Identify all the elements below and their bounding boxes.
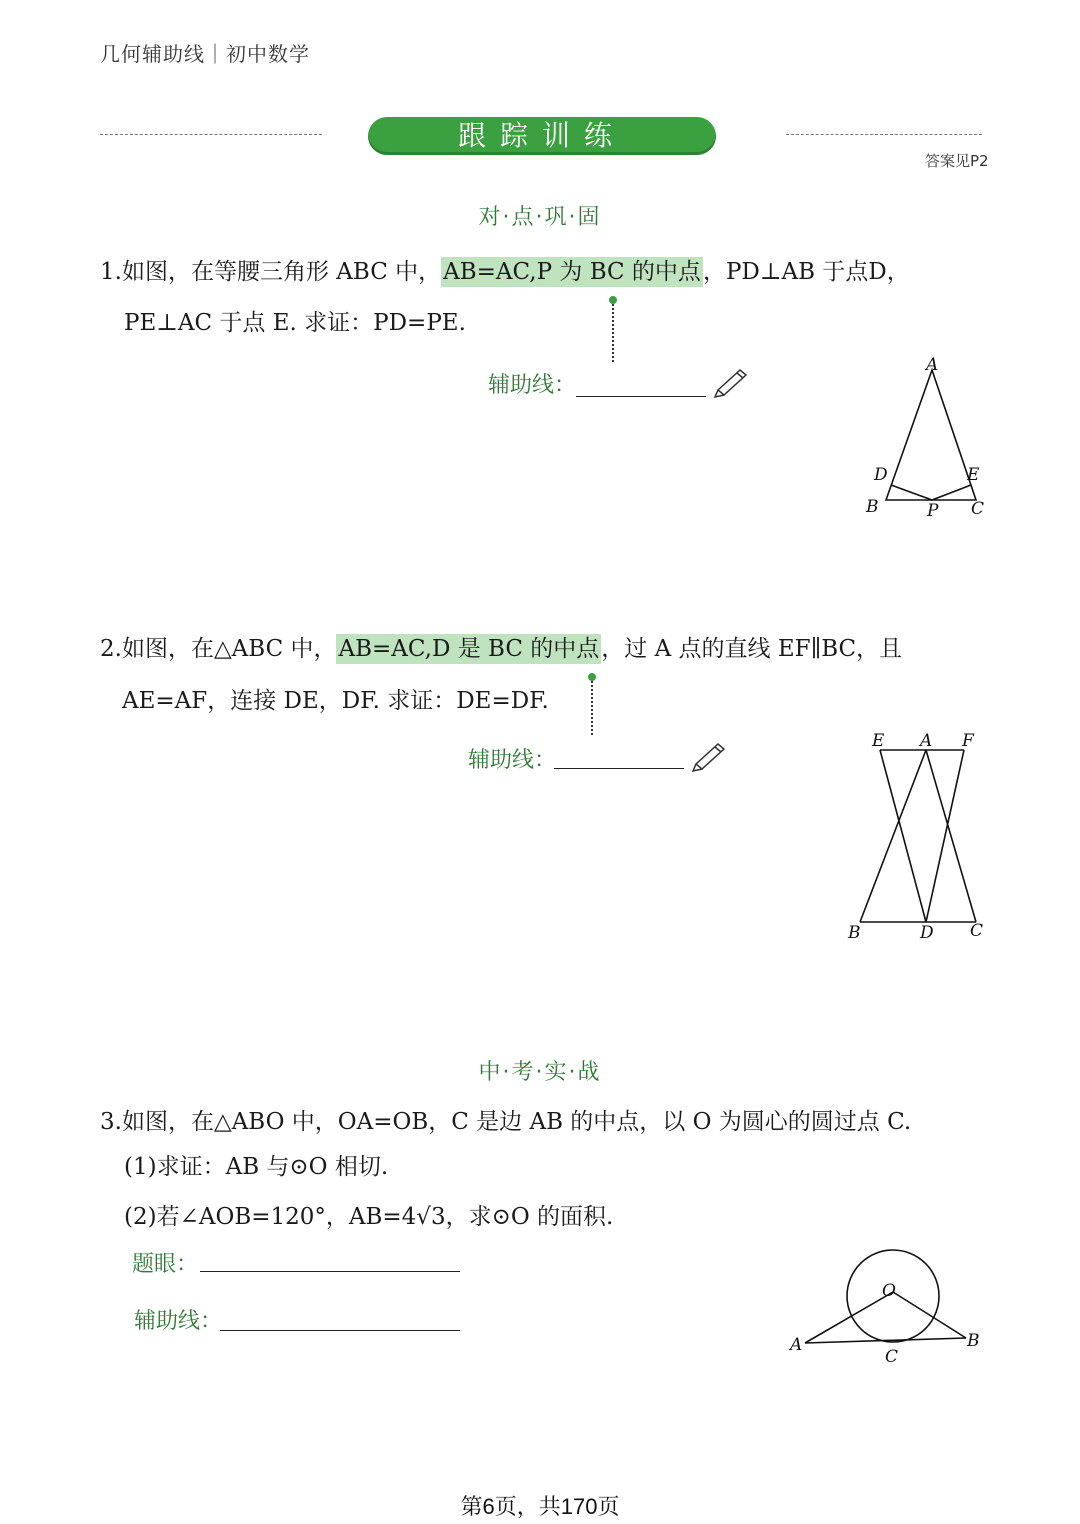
answer-reference: 答案见P2 — [925, 152, 989, 170]
pencil-icon — [710, 364, 752, 398]
problem-3-line-1: 3.如图，在△ABO 中，OA=OB，C 是边 AB 的中点，以 O 为圆心的圆过点 C. — [100, 1109, 912, 1135]
fig3-label-C: C — [885, 1347, 899, 1367]
problem-2-aux-blank[interactable] — [554, 768, 684, 769]
problem-1-line-2: PE⊥AC 于点 E. 求证：PD=PE. — [124, 310, 466, 336]
problem-3-aux-blank[interactable] — [220, 1330, 460, 1331]
problem-3-aux-label: 辅助线： — [134, 1309, 223, 1334]
problem-1-aux-blank[interactable] — [576, 396, 706, 397]
banner-title: 跟踪训练 — [368, 117, 716, 155]
fig2-label-C: C — [970, 921, 984, 941]
problem-1-line-1 — [100, 254, 910, 290]
problem-1-post: ，PD⊥AB 于点D， — [702, 259, 910, 285]
fig1-label-D: D — [874, 465, 888, 485]
problem-3-keyword-label: 题眼： — [132, 1252, 199, 1277]
problem-3-keyword-blank[interactable] — [200, 1271, 460, 1272]
fig3-label-A: A — [790, 1335, 803, 1355]
annotation-connector — [612, 304, 614, 362]
header-title: 几何辅助线｜初中数学 — [100, 42, 310, 66]
problem-2-aux-label: 辅助线： — [468, 748, 557, 773]
annotation-connector — [591, 681, 593, 735]
banner-left-rule — [100, 134, 322, 135]
fig2-label-A: A — [920, 731, 933, 751]
problem-3-part-2: (2)若∠AOB=120°，AB=4√3，求⊙O 的面积. — [124, 1204, 614, 1230]
problem-2-pre: 2.如图，在△ABC 中， — [100, 636, 337, 662]
problem-3-figure — [780, 1248, 990, 1368]
problem-3-part-1: (1)求证：AB 与⊙O 相切. — [124, 1154, 389, 1180]
annotation-dot — [609, 296, 617, 304]
problem-2-highlight: AB=AC,D 是 BC 的中点 — [338, 636, 600, 662]
fig2-label-E: E — [872, 731, 885, 751]
page-number: 第6页，共170页 — [460, 1494, 620, 1519]
problem-1-aux-label: 辅助线： — [488, 373, 577, 398]
fig2-label-B: B — [848, 923, 861, 943]
fig1-label-A: A — [926, 355, 939, 375]
fig1-label-P: P — [927, 501, 939, 521]
fig3-label-B: B — [967, 1331, 980, 1351]
fig1-label-B: B — [866, 497, 879, 517]
problem-1-highlight: AB=AC,P 为 BC 的中点 — [443, 259, 701, 285]
fig2-label-F: F — [962, 731, 974, 751]
section-title-practice: 对·点·巩·固 — [478, 205, 602, 230]
fig3-label-O: O — [882, 1281, 896, 1301]
section-title-exam: 中·考·实·战 — [478, 1060, 602, 1085]
fig1-label-C: C — [971, 499, 985, 519]
problem-2-line-2: AE=AF，连接 DE，DF. 求证：DE=DF. — [122, 688, 549, 714]
annotation-dot — [588, 673, 596, 681]
problem-1-pre: 1.如图，在等腰三角形 ABC 中， — [100, 259, 442, 285]
pencil-icon — [688, 738, 730, 772]
problem-2-line-1 — [100, 631, 902, 667]
banner-right-rule — [786, 134, 982, 135]
fig2-label-D: D — [920, 923, 934, 943]
problem-2-figure — [840, 726, 990, 946]
problem-2-post: ，过 A 点的直线 EF∥BC，且 — [601, 636, 903, 662]
problem-1-figure — [860, 352, 990, 522]
fig1-label-E: E — [967, 465, 980, 485]
